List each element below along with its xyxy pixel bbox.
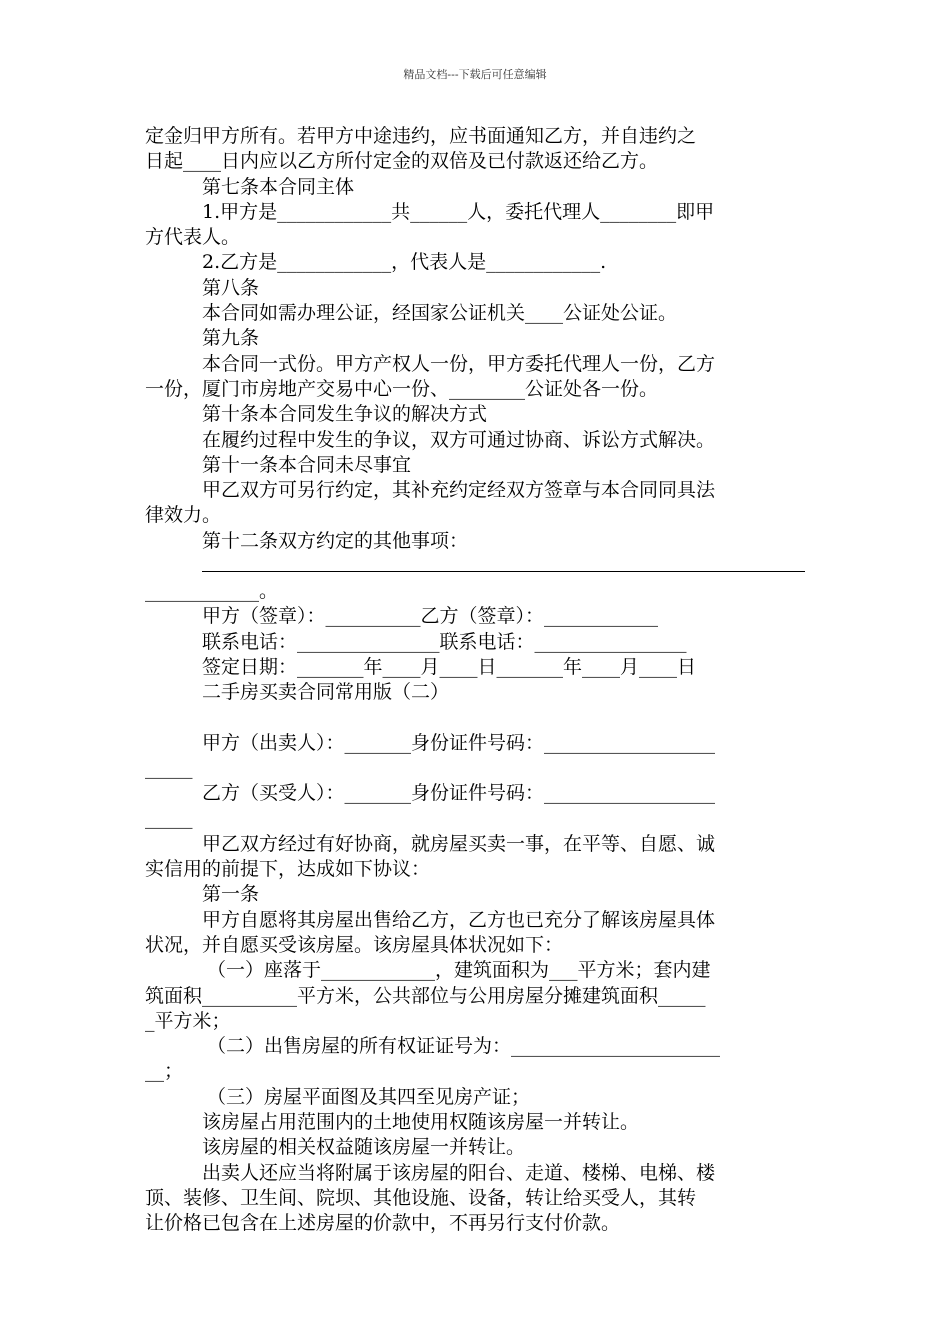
- text-line: 1.甲方是____________共______人，委托代理人________即甲: [202, 200, 715, 223]
- text-line: 第十条本合同发生争议的解决方式: [202, 403, 488, 426]
- text-line: 第十二条双方约定的其他事项：: [202, 529, 469, 552]
- text-line: 第十一条本合同未尽事宜: [202, 453, 412, 476]
- text-line: 该房屋占用范围内的土地使用权随该房屋一并转让。: [202, 1110, 640, 1133]
- text-line: ____________。: [145, 580, 279, 603]
- text-line: 甲乙双方经过有好协商，就房屋买卖一事，在平等、自愿、诚: [202, 832, 716, 855]
- page-header: 精品文档---下载后可任意编辑: [403, 68, 547, 81]
- text-line: 第七条本合同主体: [202, 175, 355, 198]
- text-line: 二手房买卖合同常用版（二）: [202, 681, 450, 704]
- text-line: 本合同如需办理公证，经国家公证机关____公证处公证。: [202, 302, 678, 325]
- text-line: 甲方自愿将其房屋出售给乙方，乙方也已充分了解该房屋具体: [202, 908, 716, 931]
- text-line: 方代表人。: [145, 226, 241, 249]
- text-line: （二）出售房屋的所有权证证号为：______________________: [207, 1035, 721, 1058]
- text-line: 让价格已包含在上述房屋的价款中，不再另行支付价款。: [145, 1212, 621, 1235]
- fill-in-line: [145, 554, 805, 579]
- blank-line: [145, 706, 805, 731]
- text-line: （一）座落于____________，建筑面积为___平方米；套内建: [207, 959, 711, 982]
- text-line: 甲乙双方可另行约定，其补充约定经双方签章与本合同同具法: [202, 479, 716, 502]
- text-line: 第九条: [202, 327, 260, 350]
- text-line: 甲方（签章）：__________乙方（签章）：____________: [202, 605, 659, 628]
- text-line: 顶、装修、卫生间、院坝、其他设施、设备，转让给买受人，其转: [145, 1186, 697, 1209]
- text-line: 2.乙方是____________，代表人是____________.: [202, 251, 607, 274]
- text-line: 定金归甲方所有。若甲方中途违约，应书面通知乙方，并自违约之: [145, 125, 697, 147]
- text-line: 一份，厦门市房地产交易中心一份、________公证处各一份。: [145, 377, 659, 400]
- text-line: 该房屋的相关权益随该房屋一并转让。: [202, 1136, 526, 1159]
- text-line: 实信用的前提下，达成如下协议：: [145, 858, 431, 881]
- text-line: 甲方（出卖人）：_______身份证件号码：__________________: [202, 731, 716, 754]
- text-line: 签定日期：_______年____月____日_______年____月____日: [202, 655, 697, 678]
- text-line: 在履约过程中发生的争议，双方可通过协商、诉讼方式解决。: [202, 428, 716, 451]
- text-line: 本合同一式份。甲方产权人一份，甲方委托代理人一份，乙方: [202, 352, 716, 375]
- text-line: 第一条: [202, 883, 260, 906]
- text-line: 日起____日内应以乙方所付定金的双倍及已付款返还给乙方。: [145, 150, 659, 173]
- text-line: 出卖人还应当将附属于该房屋的阳台、走道、楼梯、电梯、楼: [202, 1161, 716, 1184]
- text-line: 联系电话：_______________联系电话：________________: [202, 630, 687, 653]
- text-line: _平方米；: [145, 1009, 231, 1032]
- text-line: （三）房屋平面图及其四至见房产证；: [207, 1085, 531, 1108]
- text-line: 乙方（买受人）：_______身份证件号码：__________________: [202, 782, 716, 805]
- text-line: 筑面积__________平方米，公共部位与公用房屋分摊建筑面积_____: [145, 984, 706, 1007]
- text-line: 第八条: [202, 276, 260, 299]
- text-line: _____: [145, 756, 193, 779]
- text-line: _____: [145, 807, 193, 830]
- text-line: 律效力。: [145, 504, 222, 527]
- document-body: [145, 124, 805, 1236]
- text-line: __；: [145, 1060, 184, 1083]
- text-line: 状况，并自愿买受该房屋。该房屋具体状况如下：: [145, 933, 564, 956]
